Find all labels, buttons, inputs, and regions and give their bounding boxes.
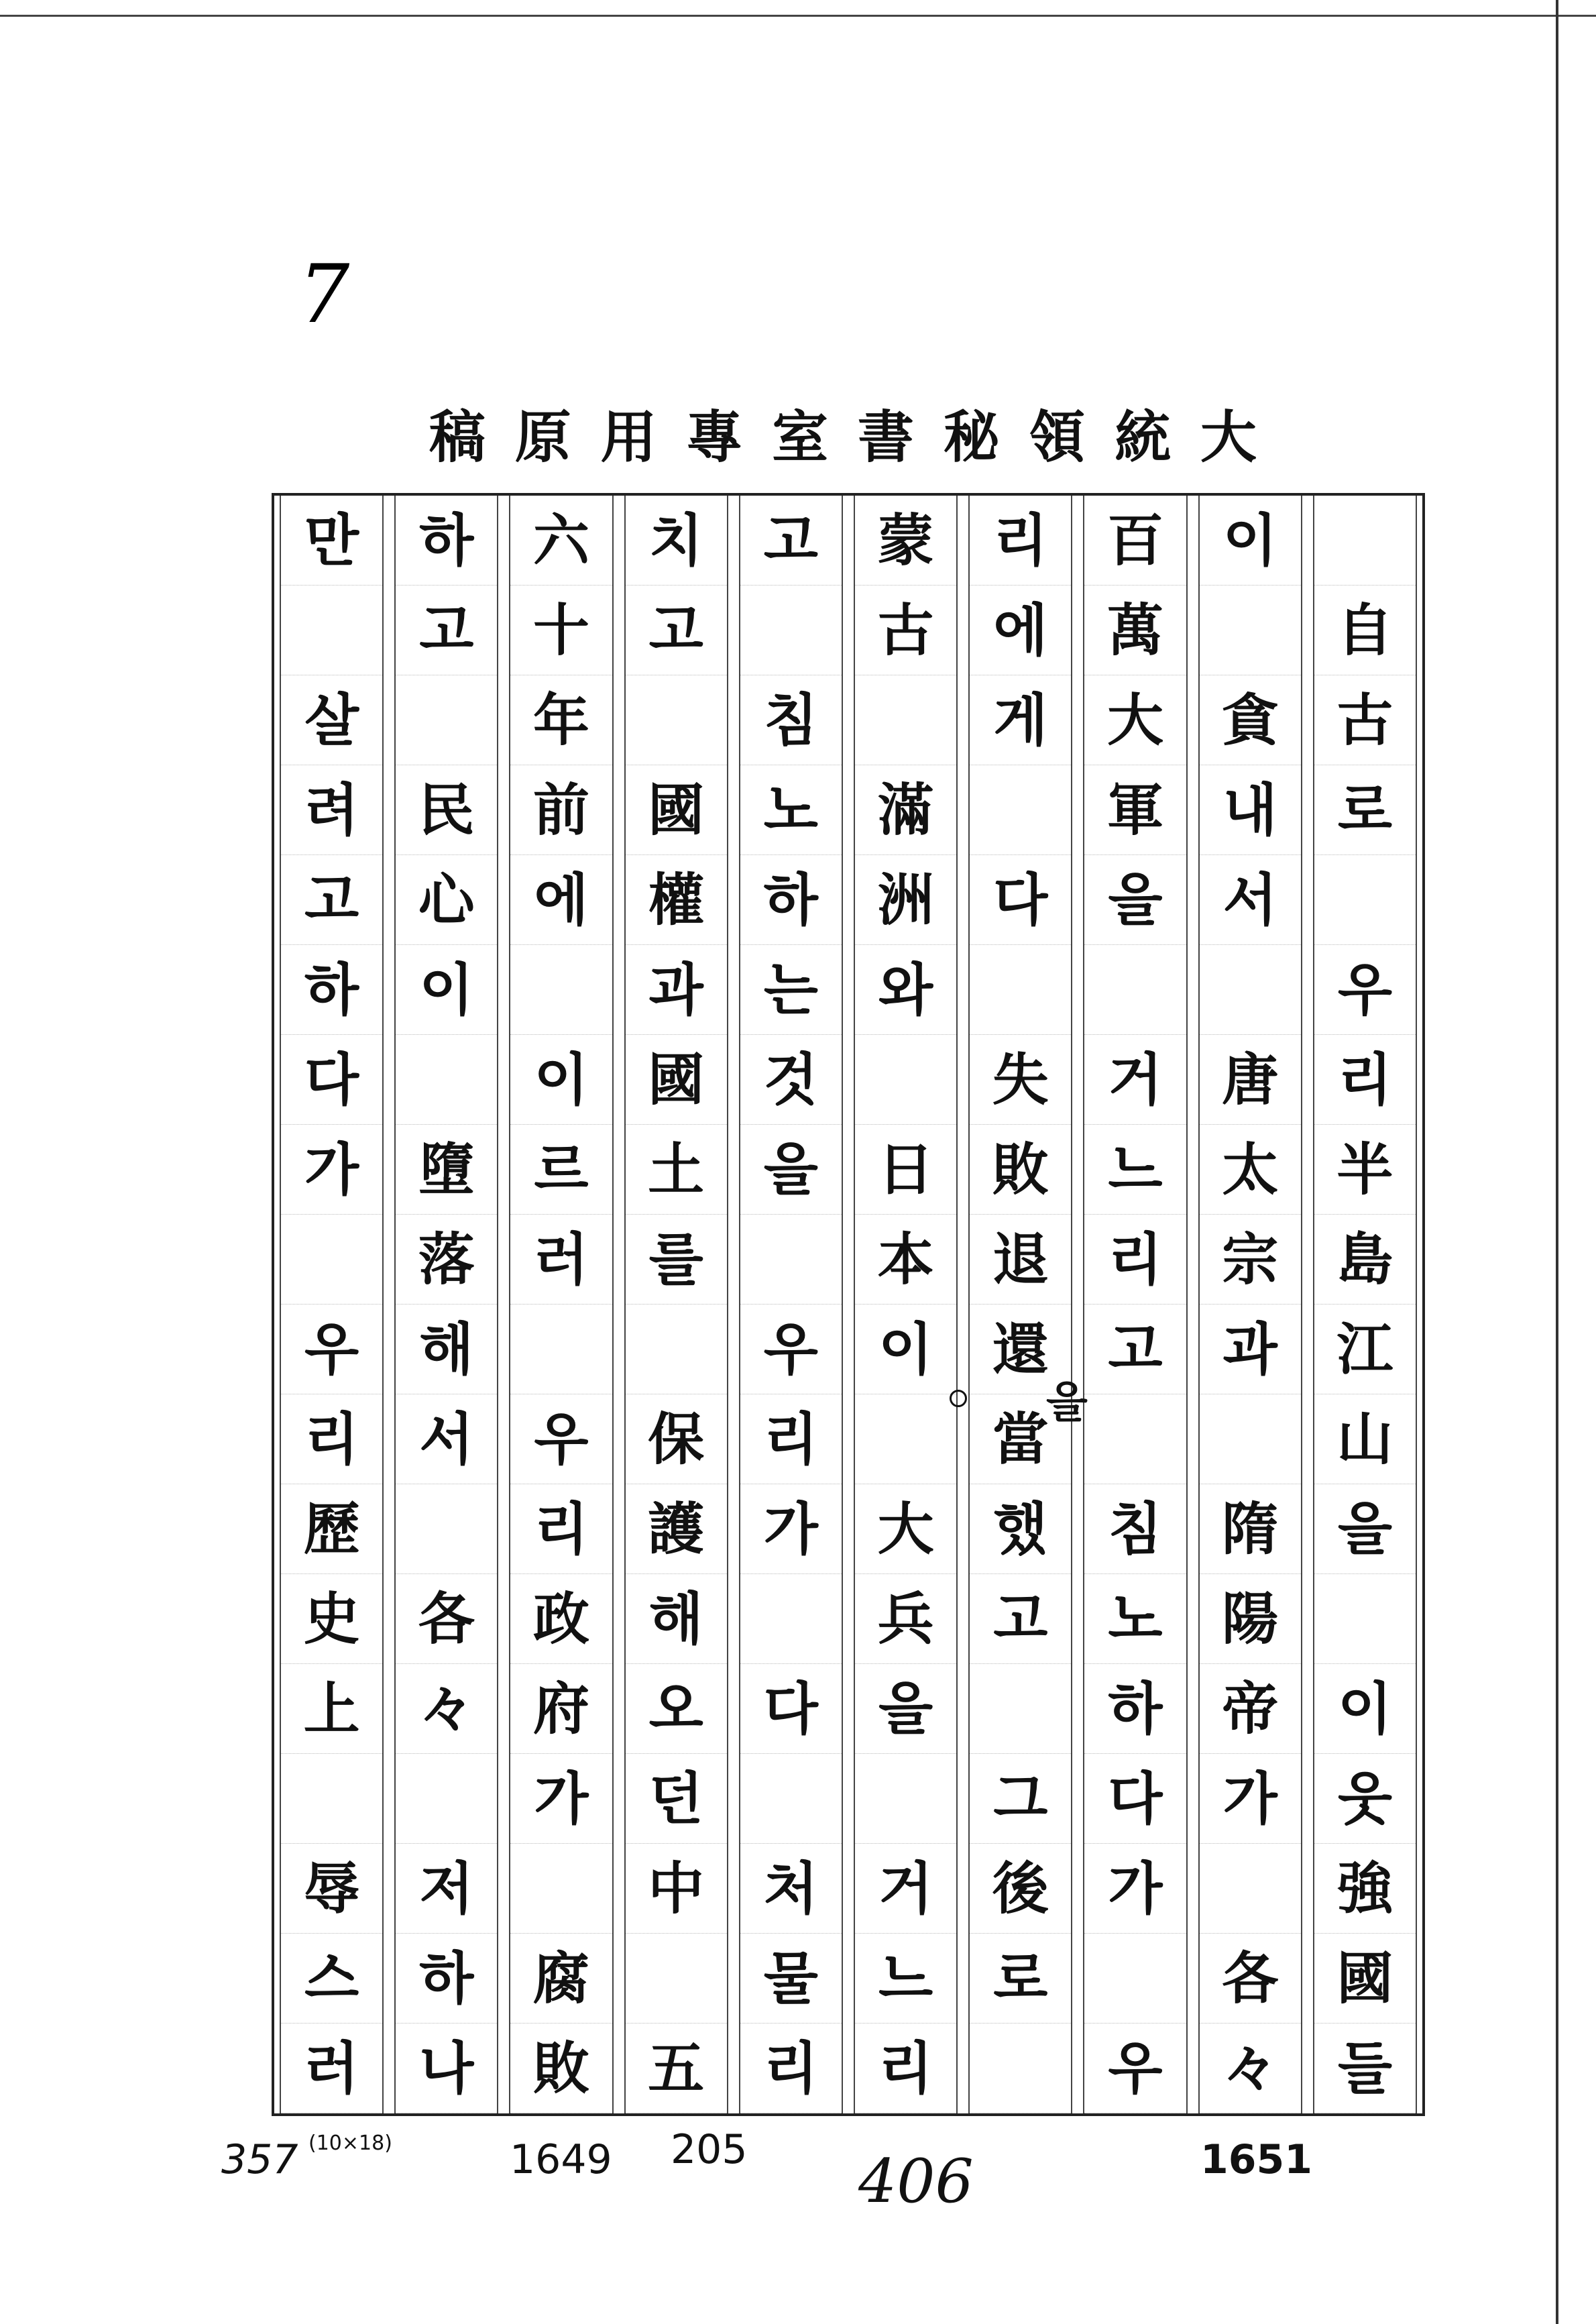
manuscript-cell: 그	[970, 1754, 1071, 1844]
footer-stamp-number: 1649	[510, 2136, 612, 2183]
manuscript-column	[968, 496, 1072, 2113]
manuscript-cell: 洲	[855, 855, 956, 945]
manuscript-cell	[626, 675, 727, 765]
manuscript-cell: 府	[510, 1664, 612, 1754]
manuscript-cell: 저	[396, 1844, 497, 1934]
manuscript-cell: 로	[1314, 765, 1416, 855]
manuscript-cell: 물	[740, 1934, 842, 2024]
manuscript-cell	[626, 1934, 727, 2024]
manuscript-cell: 고	[281, 855, 382, 945]
manuscript-cell: 日	[855, 1125, 956, 1215]
manuscript-cell: 리	[1314, 1035, 1416, 1125]
manuscript-cell	[1314, 1574, 1416, 1664]
manuscript-cell: 各	[396, 1574, 497, 1664]
manuscript-cell	[740, 1574, 842, 1664]
manuscript-cell: 침	[1084, 1484, 1186, 1574]
manuscript-column	[624, 496, 728, 2113]
manuscript-cell	[1200, 945, 1301, 1035]
header-char: 統	[1115, 404, 1176, 470]
manuscript-cell: 고	[626, 586, 727, 675]
manuscript-cell: 이	[855, 1305, 956, 1394]
manuscript-cell: 國	[626, 765, 727, 855]
manuscript-cell	[626, 1305, 727, 1394]
manuscript-cell: 을	[740, 1125, 842, 1215]
manuscript-cell	[396, 1484, 497, 1574]
manuscript-cell: 兵	[855, 1574, 956, 1664]
manuscript-cell: 宗	[1200, 1215, 1301, 1305]
manuscript-cell	[855, 675, 956, 765]
footer-stamp-number-2: 205	[671, 2126, 748, 2173]
manuscript-cell	[970, 765, 1071, 855]
manuscript-cell: 다	[281, 1035, 382, 1125]
manuscript-cell: 처	[740, 1844, 842, 1934]
header-char: 專	[686, 404, 747, 470]
manuscript-cell: 리	[740, 1394, 842, 1484]
manuscript-cell: 國	[1314, 1934, 1416, 2024]
insertion-mark-icon	[950, 1390, 967, 1407]
manuscript-cell: 歷	[281, 1484, 382, 1574]
manuscript-column	[280, 496, 384, 2113]
manuscript-cell: 陽	[1200, 1574, 1301, 1664]
manuscript-cell	[855, 1754, 956, 1844]
manuscript-cell	[740, 586, 842, 675]
manuscript-cell: 中	[626, 1844, 727, 1934]
manuscript-cell: 게	[970, 675, 1071, 765]
manuscript-cell: 權	[626, 855, 727, 945]
manuscript-cell	[855, 1035, 956, 1125]
manuscript-column	[1313, 496, 1417, 2113]
footer-handwritten-406: 406	[858, 2146, 974, 2217]
manuscript-cell: 十	[510, 586, 612, 675]
manuscript-cell: 나	[396, 2024, 497, 2113]
manuscript-cell: 러	[281, 2024, 382, 2113]
manuscript-cell	[970, 945, 1071, 1035]
manuscript-cell: 다	[1084, 1754, 1186, 1844]
header-char: 秘	[943, 404, 1004, 470]
manuscript-cell: 스	[281, 1934, 382, 2024]
manuscript-cell: 墮	[396, 1125, 497, 1215]
manuscript-cell: 古	[1314, 675, 1416, 765]
manuscript-cell	[281, 586, 382, 675]
manuscript-cell: 웃	[1314, 1754, 1416, 1844]
manuscript-cell: 러	[510, 1215, 612, 1305]
manuscript-cell: 史	[281, 1574, 382, 1664]
manuscript-cell: 우	[740, 1305, 842, 1394]
header-char: 室	[772, 404, 833, 470]
manuscript-cell: 오	[626, 1664, 727, 1754]
manuscript-cell: 唐	[1200, 1035, 1301, 1125]
manuscript-column	[739, 496, 843, 2113]
manuscript-cell	[740, 1215, 842, 1305]
manuscript-column	[394, 496, 498, 2113]
manuscript-cell: 가	[1084, 1844, 1186, 1934]
manuscript-cell: 서	[396, 1394, 497, 1484]
manuscript-cell: 해	[626, 1574, 727, 1664]
manuscript-cell	[396, 1754, 497, 1844]
manuscript-column	[509, 496, 613, 2113]
manuscript-cell: 落	[396, 1215, 497, 1305]
header-char: 領	[1029, 404, 1090, 470]
manuscript-grid	[272, 493, 1425, 2116]
manuscript-cell: 하	[740, 855, 842, 945]
manuscript-cell: 다	[970, 855, 1071, 945]
manuscript-cell: 이	[510, 1035, 612, 1125]
manuscript-cell: 르	[510, 1125, 612, 1215]
manuscript-cell	[281, 1754, 382, 1844]
manuscript-cell: 에	[510, 855, 612, 945]
manuscript-cell: 리	[1084, 1215, 1186, 1305]
manuscript-cell: 리	[855, 2024, 956, 2113]
manuscript-cell: 서	[1200, 855, 1301, 945]
manuscript-cell: 政	[510, 1574, 612, 1664]
manuscript-cell: 리	[510, 1484, 612, 1574]
header-char: 用	[600, 404, 661, 470]
manuscript-cell: 살	[281, 675, 382, 765]
manuscript-cell	[1084, 1934, 1186, 2024]
header-char: 書	[857, 404, 918, 470]
manuscript-cell: 가	[740, 1484, 842, 1574]
manuscript-cell: 百	[1084, 496, 1186, 586]
manuscript-cell	[510, 945, 612, 1035]
manuscript-cell: 後	[970, 1844, 1071, 1934]
footer-handwritten-number: 357	[221, 2136, 298, 2183]
manuscript-cell: 을	[1314, 1484, 1416, 1574]
manuscript-cell: 民	[396, 765, 497, 855]
manuscript-cell: 腐	[510, 1934, 612, 2024]
manuscript-cell: 護	[626, 1484, 727, 1574]
manuscript-cell	[510, 1305, 612, 1394]
manuscript-cell: 蒙	[855, 496, 956, 586]
manuscript-cell: 리	[281, 1394, 382, 1484]
manuscript-cell: 했	[970, 1484, 1071, 1574]
manuscript-cell: 土	[626, 1125, 727, 1215]
manuscript-cell: 노	[740, 765, 842, 855]
manuscript-cell: 山	[1314, 1394, 1416, 1484]
manuscript-cell: 하	[396, 1934, 497, 2024]
manuscript-cell	[1200, 1394, 1301, 1484]
manuscript-cell: 太	[1200, 1125, 1301, 1215]
manuscript-cell	[396, 1035, 497, 1125]
manuscript-cell: 를	[626, 1215, 727, 1305]
manuscript-cell: 滿	[855, 765, 956, 855]
manuscript-cell: 國	[626, 1035, 727, 1125]
manuscript-cell: 우	[1314, 945, 1416, 1035]
manuscript-cell: 軍	[1084, 765, 1186, 855]
page-edge-right	[1556, 0, 1558, 2324]
page-edge-top	[0, 15, 1596, 17]
manuscript-cell: 島	[1314, 1215, 1416, 1305]
manuscript-cell	[1200, 586, 1301, 675]
manuscript-cell: 가	[1200, 1754, 1301, 1844]
manuscript-cell: 敗	[970, 1125, 1071, 1215]
manuscript-cell: 自	[1314, 586, 1416, 675]
manuscript-cell	[970, 2024, 1071, 2113]
manuscript-cell: 하	[396, 496, 497, 586]
manuscript-column	[1083, 496, 1187, 2113]
manuscript-cell: 大	[855, 1484, 956, 1574]
manuscript-cell: 保	[626, 1394, 727, 1484]
handwritten-page-number: 7	[298, 248, 350, 341]
manuscript-cell: 을	[1084, 855, 1186, 945]
manuscript-cell: 萬	[1084, 586, 1186, 675]
manuscript-cell: 敗	[510, 2024, 612, 2113]
manuscript-cell: 失	[970, 1035, 1071, 1125]
header-char: 大	[1200, 404, 1261, 470]
manuscript-cell: 려	[281, 765, 382, 855]
manuscript-cell: 던	[626, 1754, 727, 1844]
manuscript-cell: 上	[281, 1664, 382, 1754]
manuscript-cell	[970, 1664, 1071, 1754]
manuscript-cell: 과	[626, 945, 727, 1035]
manuscript-cell: 우	[510, 1394, 612, 1484]
manuscript-cell: 強	[1314, 1844, 1416, 1934]
manuscript-cell: 해	[396, 1305, 497, 1394]
manuscript-cell: 하	[281, 945, 382, 1035]
manuscript-cell: 과	[1200, 1305, 1301, 1394]
manuscript-cell: 하	[1084, 1664, 1186, 1754]
manuscript-cell: 치	[626, 496, 727, 586]
manuscript-cell: 고	[740, 496, 842, 586]
manuscript-cell: 로	[970, 1934, 1071, 2024]
handwritten-annotation: 을	[1046, 1378, 1088, 1428]
manuscript-cell: 帝	[1200, 1664, 1301, 1754]
manuscript-cell	[1084, 1394, 1186, 1484]
manuscript-cell	[281, 1215, 382, 1305]
manuscript-cell: 年	[510, 675, 612, 765]
manuscript-cell	[1084, 945, 1186, 1035]
manuscript-cell: 隋	[1200, 1484, 1301, 1574]
manuscript-cell: 내	[1200, 765, 1301, 855]
manuscript-cell: 고	[396, 586, 497, 675]
manuscript-cell: 만	[281, 496, 382, 586]
manuscript-cell: 五	[626, 2024, 727, 2113]
manuscript-cell: 이	[396, 945, 497, 1035]
manuscript-cell: 들	[1314, 2024, 1416, 2113]
manuscript-cell: 가	[281, 1125, 382, 1215]
manuscript-column	[854, 496, 958, 2113]
footer-page-number: 1651	[1200, 2136, 1312, 2183]
manuscript-cell: 大	[1084, 675, 1186, 765]
manuscript-cell	[510, 1844, 612, 1934]
manuscript-cell: 各	[1200, 1934, 1301, 2024]
manuscript-cell: 는	[740, 945, 842, 1035]
manuscript-cell: 當	[970, 1394, 1071, 1484]
manuscript-cell: 에	[970, 586, 1071, 675]
manuscript-cell	[1314, 496, 1416, 586]
manuscript-cell: 前	[510, 765, 612, 855]
manuscript-cell: 退	[970, 1215, 1071, 1305]
manuscript-cell: 침	[740, 675, 842, 765]
manuscript-cell: 六	[510, 496, 612, 586]
header-char: 稿	[429, 404, 490, 470]
manuscript-cell: 느	[855, 1934, 956, 2024]
manuscript-cell: 을	[855, 1664, 956, 1754]
manuscript-cell: 우	[1084, 2024, 1186, 2113]
manuscript-cell: 고	[1084, 1305, 1186, 1394]
manuscript-cell: 心	[396, 855, 497, 945]
manuscript-cell: 리	[740, 2024, 842, 2113]
manuscript-cell	[1200, 1844, 1301, 1934]
manuscript-cell: 江	[1314, 1305, 1416, 1394]
manuscript-cell	[855, 1394, 956, 1484]
manuscript-cell: 노	[1084, 1574, 1186, 1664]
manuscript-cell: 우	[281, 1305, 382, 1394]
footer-grid-size: (10×18)	[308, 2132, 392, 2155]
manuscript-cell: 々	[396, 1664, 497, 1754]
manuscript-header	[429, 392, 1261, 474]
manuscript-cell: 이	[1314, 1664, 1416, 1754]
manuscript-cell: 와	[855, 945, 956, 1035]
manuscript-column	[1198, 496, 1302, 2113]
manuscript-cell: 거	[855, 1844, 956, 1934]
manuscript-cell: 고	[970, 1574, 1071, 1664]
manuscript-cell: 貪	[1200, 675, 1301, 765]
manuscript-cell: 거	[1084, 1035, 1186, 1125]
manuscript-cell: 辱	[281, 1844, 382, 1934]
manuscript-cell: 리	[970, 496, 1071, 586]
manuscript-cell: 々	[1200, 2024, 1301, 2113]
manuscript-cell: 가	[510, 1754, 612, 1844]
manuscript-cell	[1314, 855, 1416, 945]
manuscript-cell: 古	[855, 586, 956, 675]
manuscript-cell: 半	[1314, 1125, 1416, 1215]
manuscript-cell: 還	[970, 1305, 1071, 1394]
manuscript-cell: 것	[740, 1035, 842, 1125]
manuscript-cell: 느	[1084, 1125, 1186, 1215]
manuscript-cell	[396, 675, 497, 765]
manuscript-cell: 本	[855, 1215, 956, 1305]
manuscript-cell	[740, 1754, 842, 1844]
header-char: 原	[514, 404, 575, 470]
manuscript-cell: 이	[1200, 496, 1301, 586]
manuscript-cell: 다	[740, 1664, 842, 1754]
